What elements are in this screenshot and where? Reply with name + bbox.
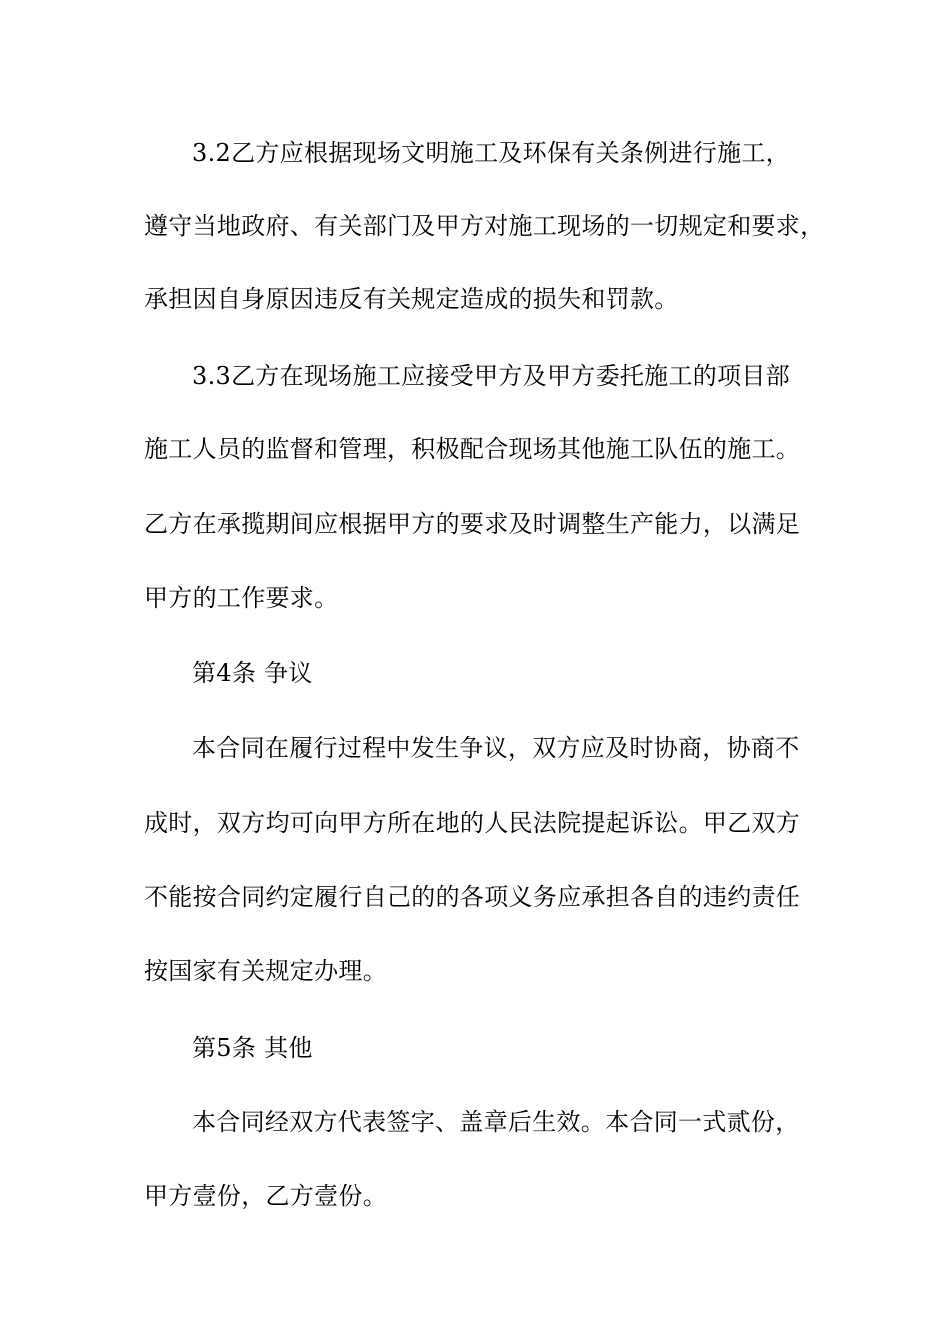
article-5-line-1: 本合同经双方代表签字、盖章后生效。本合同一式贰份， [192,1108,800,1136]
article-4-line-4: 按国家有关规定办理。 [144,957,387,985]
clause-3-2-line-2: 遵守当地政府、有关部门及甲方对施工现场的一切规定和要求， [144,212,825,240]
article-4-line-1: 本合同在履行过程中发生争议，双方应及时协商，协商不 [192,734,800,762]
clause-3-3-line-3: 乙方在承揽期间应根据甲方的要求及时调整生产能力，以满足 [144,510,801,538]
clause-3-3-line-2: 施工人员的监督和管理，积极配合现场其他施工队伍的施工。 [144,435,801,463]
article-4-line-3: 不能按合同约定履行自己的的各项义务应承担各自的违约责任 [144,883,801,911]
article-4-line-2: 成时，双方均可向甲方所在地的人民法院提起诉讼。甲乙双方 [144,809,801,837]
clause-3-3-line-1: 3.3乙方在现场施工应接受甲方及甲方委托施工的项目部 [192,362,790,390]
clause-3-2-line-3: 承担因自身原因违反有关规定造成的损失和罚款。 [144,285,679,313]
clause-3-2-line-1: 3.2乙方应根据现场文明施工及环保有关条例进行施工， [192,139,790,167]
article-4-heading: 第4条 争议 [192,659,313,687]
article-5-heading: 第5条 其他 [192,1034,313,1062]
clause-3-3-line-4: 甲方的工作要求。 [144,584,339,612]
article-5-line-2: 甲方壹份，乙方壹份。 [144,1182,387,1210]
